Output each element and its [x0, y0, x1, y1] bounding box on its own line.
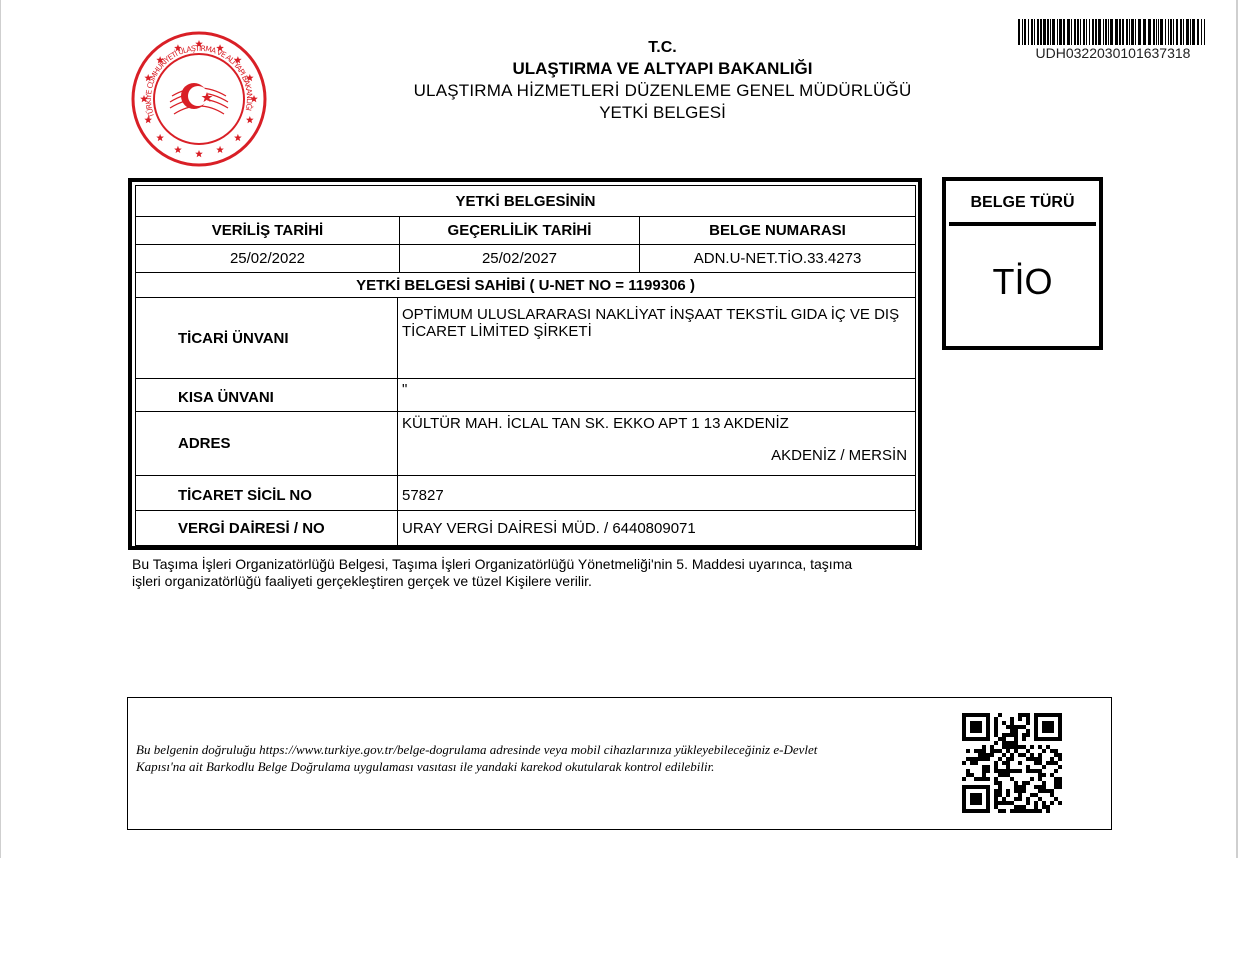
section-title: YETKİ BELGESİNİN [136, 186, 916, 217]
address-label: ADRES [136, 412, 398, 476]
trade-name-label: TİCARİ ÜNVANI [136, 298, 398, 379]
svg-text:TÜRKİYE CUMHURİYETİ ULAŞTIRMA [144, 44, 254, 120]
trade-name-line1: OPTİMUM ULUSLARARASI NAKLİYAT İNŞAAT TEKSTİL GIDA İÇ VE DIŞ [402, 306, 900, 323]
validity-date-value: 25/02/2027 [400, 245, 640, 273]
tax-value: URAY VERGİ DAİRESİ MÜD. / 6440809071 [398, 511, 916, 546]
qr-code-icon [962, 713, 1062, 813]
document-number-value: ADN.U-NET.TİO.33.4273 [640, 245, 916, 273]
registry-value: 57827 [398, 476, 916, 511]
certificate-table [135, 185, 916, 546]
issue-date-value: 25/02/2022 [136, 245, 400, 273]
description-line1: Bu Taşıma İşleri Organizatörlüğü Belgesi, Taşıma İşleri Organizatörlüğü Yönetmeliği'nin 5. Maddesi uyarınca, taşıma [132, 556, 853, 572]
verification-text [136, 741, 926, 775]
tax-label: VERGİ DAİRESİ / NO [136, 511, 398, 546]
page-edge-left [0, 0, 1, 858]
barcode-number: UDH0322030101637318 [1035, 45, 1191, 61]
col-issue-date: VERİLİŞ TARİHİ [136, 217, 400, 245]
header-directorate: ULAŞTIRMA HİZMETLERİ DÜZENLEME GENEL MÜDÜRLÜĞÜ [413, 81, 912, 100]
address-value [398, 412, 916, 476]
verification-line2: Kapısı'na ait Barkodlu Belge Doğrulama uygulaması vasıtası ile yandaki karekod okutularak kontrol edilebilir. [136, 759, 715, 774]
col-validity-date: GEÇERLİLİK TARİHİ [400, 217, 640, 245]
col-document-number: BELGE NUMARASI [640, 217, 916, 245]
holder-title: YETKİ BELGESİ SAHİBİ ( U-NET NO = 1199306 ) [136, 273, 916, 298]
description-text [132, 556, 922, 590]
address-city: AKDENİZ / MERSİN [771, 447, 908, 464]
header-tc: T.C. [648, 39, 677, 56]
verification-box [127, 697, 1112, 830]
header-ministry: ULAŞTIRMA VE ALTYAPI BAKANLIĞI [512, 59, 813, 78]
description-line2: işleri organizatörlüğü faaliyeti gerçekleştiren gerçek ve tüzel Kişilere verilir. [132, 573, 592, 589]
registry-label: TİCARET SİCİL NO [136, 476, 398, 511]
ministry-seal-icon [130, 30, 268, 168]
certificate-table-box [128, 178, 922, 550]
address-line: KÜLTÜR MAH. İCLAL TAN SK. EKKO APT 1 13 AKDENİZ [402, 415, 789, 432]
short-name-value: " [398, 379, 916, 412]
document-type-title: BELGE TÜRÜ [949, 184, 1096, 226]
trade-name-line2: TİCARET LİMİTED ŞİRKETİ [402, 323, 592, 340]
barcode-icon [1018, 19, 1208, 45]
trade-name-value [398, 298, 916, 379]
document-header [360, 38, 965, 124]
short-name-label: KISA ÜNVANI [136, 379, 398, 412]
document-type-value: TİO [992, 261, 1053, 302]
seal-ring-text: TÜRKİYE CUMHURİYETİ ULAŞTIRMA VE ALTYAPI BAKANLIĞI [143, 43, 255, 120]
header-document-title: YETKİ BELGESİ [599, 103, 726, 122]
verification-line1: Bu belgenin doğruluğu https://www.turkiye.gov.tr/belge-dogrulama adresinde veya mobil cihazlarınıza yükleyebileceğiniz e-Devlet [136, 742, 818, 757]
document-type-box [942, 177, 1103, 350]
